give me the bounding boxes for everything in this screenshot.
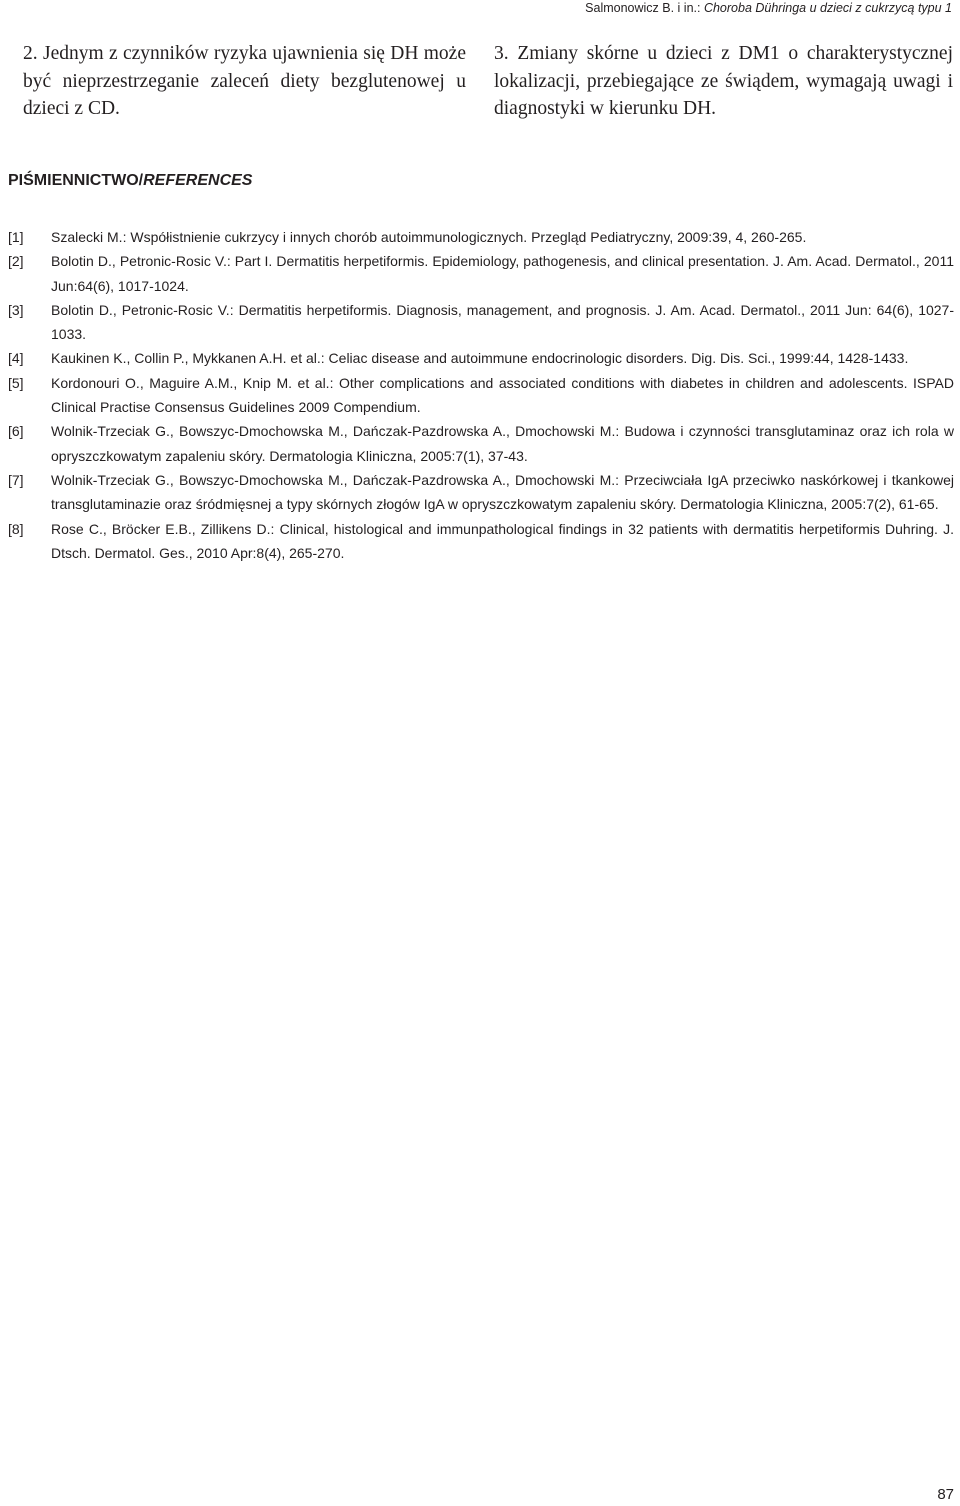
references-heading — [8, 172, 252, 190]
reference-text: Szalecki M.: Współistnienie cukrzycy i innych chorób autoimmunologicznych. Przegląd Pediatryczny, 2009:39, 4, 260-265. — [51, 229, 807, 245]
reference-item — [8, 517, 954, 566]
reference-item — [8, 225, 954, 249]
reference-number: [6] — [8, 423, 24, 440]
reference-number: [1] — [8, 229, 24, 245]
references-list — [8, 225, 954, 565]
running-head — [585, 1, 952, 15]
reference-number: [5] — [8, 374, 24, 391]
reference-item — [8, 298, 954, 347]
reference-item — [8, 419, 954, 468]
reference-text: Wolnik-Trzeciak G., Bowszyc-Dmochowska M., Dańczak-Pazdrowska A., Dmochowski M.: Budowa i czynności transglutaminaz oraz ich rola w opryszczkowatym zapaleniu skóry. Dermatologia Kliniczna, 2005:7(1), 37-43. — [51, 423, 954, 464]
reference-text: Bolotin D., Petronic-Rosic V.: Part I. Dermatitis herpetiformis. Epidemiology, pathogenesis, and clinical presentation. J. Am. Acad. Dermatol., 2011 Jun:64(6), 1017-1024. — [51, 253, 954, 294]
reference-item — [8, 249, 954, 298]
reference-text: Kaukinen K., Collin P., Mykkanen A.H. et al.: Celiac disease and autoimmune endocrinologic disorders. Dig. Dis. Sci., 1999:44, 1428-1433. — [51, 350, 909, 367]
reference-item — [8, 468, 954, 517]
running-head-title: Choroba Dühringa u dzieci z cukrzycą typu 1 — [703, 1, 952, 15]
reference-item — [8, 371, 954, 420]
reference-text: Kordonouri O., Maguire A.M., Knip M. et al.: Other complications and associated conditions with diabetes in children and adolescents. ISPAD Clinical Practise Consensus Guidelines 2009 Compendium. — [51, 374, 954, 416]
running-head-authors: Salmonowicz B. i in.: — [585, 1, 704, 15]
conclusion-2: 2. Jednym z czynników ryzyka ujawnienia się DH może być nieprzestrzeganie zaleceń diety bezglutenowej u dzieci z CD. — [23, 43, 466, 119]
reference-text: Wolnik-Trzeciak G., Bowszyc-Dmochowska M., Dańczak-Pazdrowska A., Dmochowski M.: Przeciwciała IgA przeciwko naskórkowej i tkankowej transglutaminazie oraz śródmięsnej a typy skórnych złogów IgA w opryszczkowatym zapaleniu skóry. Dermatologia Kliniczna, 2005:7(2), 61-65. — [51, 471, 954, 513]
reference-number: [7] — [8, 471, 24, 488]
references-heading-en: REFERENCES — [143, 172, 253, 189]
reference-number: [4] — [8, 350, 24, 367]
reference-number: [8] — [8, 520, 24, 537]
reference-number: [3] — [8, 301, 24, 318]
conclusion-3: 3. Zmiany skórne u dzieci z DM1 o charakterystycznej lokalizacji, przebiegające ze świądem, wymagają uwagi i diagnostyki w kierunku DH. — [494, 43, 953, 119]
reference-text: Rose C., Bröcker E.B., Zillikens D.: Clinical, histological and immunpathological findings in 32 patients with dermatitis herpetiformis Duhring. J. Dtsch. Dermatol. Ges., 2010 Apr:8(4), 265-270. — [51, 520, 954, 561]
references-heading-pl: PIŚMIENNICTWO/ — [8, 172, 144, 189]
page-number: 87 — [937, 1486, 954, 1503]
reference-text: Bolotin D., Petronic-Rosic V.: Dermatitis herpetiformis. Diagnosis, management, and prognosis. J. Am. Acad. Dermatol., 2011 Jun: 64(6), 1027-1033. — [51, 301, 954, 343]
reference-number: [2] — [8, 253, 24, 270]
reference-item — [8, 346, 954, 370]
